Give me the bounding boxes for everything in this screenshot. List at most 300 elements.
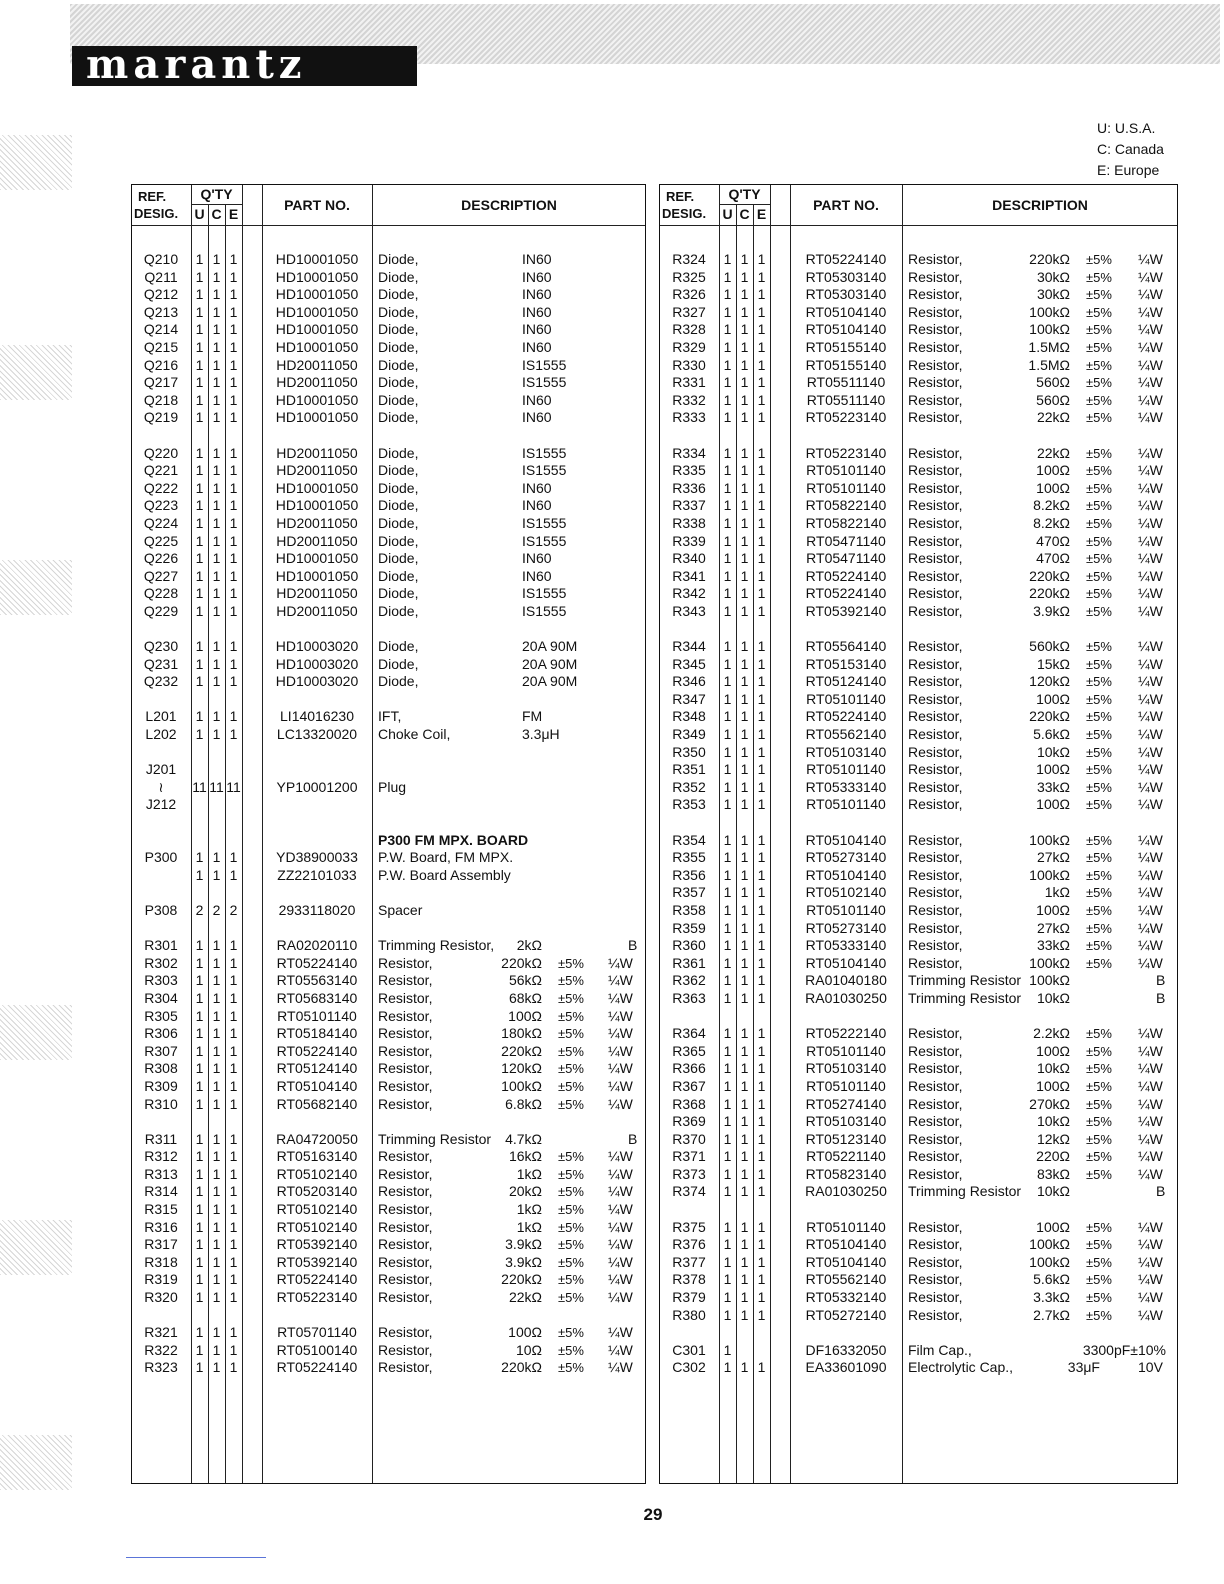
part-tolerance: ±5%	[558, 1237, 584, 1253]
part-tolerance: ±5%	[1086, 1131, 1112, 1147]
part-tolerance: ±5%	[1086, 498, 1112, 514]
scan-edge-mark	[0, 1005, 72, 1060]
ref-designator: P300	[144, 849, 178, 866]
qty-usa: 1	[195, 268, 204, 285]
part-value: 100kΩ	[1029, 831, 1070, 848]
table-row	[660, 1131, 1177, 1149]
part-value: 470Ω	[1036, 532, 1070, 549]
part-tolerance: ±5%	[1086, 1096, 1112, 1112]
qty-europe: 1	[757, 673, 766, 690]
marantz-logo: marantz	[72, 46, 417, 86]
part-tolerance: ±5%	[1086, 832, 1112, 848]
header-qty: Q'TY	[728, 186, 761, 202]
ref-designator: Q216	[143, 356, 179, 373]
qty-europe: 1	[229, 1095, 238, 1112]
part-spec: IS1555	[522, 444, 567, 461]
qty-canada: 1	[212, 849, 221, 866]
table-row	[132, 638, 645, 656]
qty-europe: 1	[229, 1183, 238, 1200]
part-tolerance: ±5%	[1086, 392, 1112, 408]
table-row	[660, 1148, 1177, 1166]
qty-canada: 1	[740, 532, 749, 549]
part-description: Trimming Resistor	[908, 972, 1022, 989]
table-row	[132, 1236, 645, 1254]
qty-usa: 2	[195, 901, 204, 918]
part-description: Resistor,	[378, 972, 433, 989]
part-number: RT05822140	[805, 514, 887, 531]
ref-designator: R335	[672, 462, 706, 479]
ref-designator: R375	[672, 1218, 706, 1235]
part-rating: B	[1156, 989, 1166, 1006]
qty-usa: 1	[195, 866, 204, 883]
table-row	[132, 304, 645, 322]
qty-europe: 1	[757, 1042, 766, 1059]
part-value: 220kΩ	[501, 954, 542, 971]
part-number: RT05100140	[276, 1341, 358, 1358]
ref-designator: R352	[672, 778, 706, 795]
part-number: RA02020110	[276, 937, 358, 954]
ref-designator: R374	[672, 1183, 706, 1200]
qty-canada: 1	[212, 1183, 221, 1200]
part-description: Resistor,	[908, 884, 963, 901]
ref-designator: R378	[672, 1271, 706, 1288]
part-tolerance: ±5%	[1086, 603, 1112, 619]
qty-europe: 1	[229, 1359, 238, 1376]
qty-usa: 1	[195, 532, 204, 549]
ref-designator: R363	[672, 989, 706, 1006]
part-rating: ¼W	[1138, 708, 1163, 725]
part-number: RT05562140	[805, 726, 887, 743]
qty-usa: 1	[195, 673, 204, 690]
table-row	[132, 796, 645, 814]
part-number: HD10001050	[275, 391, 359, 408]
qty-usa: 1	[723, 708, 732, 725]
part-value: 3.3kΩ	[1033, 1289, 1070, 1306]
qty-canada: 1	[212, 462, 221, 479]
part-description: Resistor,	[908, 1095, 963, 1112]
qty-canada: 1	[212, 409, 221, 426]
qty-usa: 1	[723, 338, 732, 355]
part-value: 1kΩ	[1044, 884, 1070, 901]
qty-usa: 1	[723, 673, 732, 690]
qty-europe: 1	[757, 884, 766, 901]
qty-usa: 1	[723, 479, 732, 496]
ref-designator: R339	[672, 532, 706, 549]
part-number: RT05511140	[806, 391, 886, 408]
qty-usa: 1	[723, 268, 732, 285]
qty-usa: 1	[195, 1289, 204, 1306]
part-value: 100Ω	[1036, 901, 1070, 918]
qty-canada: 1	[212, 1060, 221, 1077]
qty-canada: 1	[212, 1236, 221, 1253]
qty-europe: 1	[757, 409, 766, 426]
part-description: Resistor,	[378, 1359, 433, 1376]
ref-designator: Q215	[143, 338, 179, 355]
part-tolerance: ±5%	[1086, 252, 1112, 267]
part-tolerance: ±5%	[1086, 867, 1112, 883]
part-number: RT05101140	[806, 796, 886, 813]
part-description: Resistor,	[908, 1165, 963, 1182]
part-tolerance: ±5%	[1086, 850, 1112, 866]
qty-europe: 1	[757, 849, 766, 866]
qty-canada: 1	[212, 1042, 221, 1059]
table-row	[660, 339, 1177, 357]
qty-canada: 1	[740, 1271, 749, 1288]
part-description: Resistor,	[378, 1077, 433, 1094]
table-row	[660, 269, 1177, 287]
qty-canada: 1	[740, 1042, 749, 1059]
qty-usa: 1	[723, 1271, 732, 1288]
qty-usa: 1	[723, 849, 732, 866]
part-description: Diode,	[378, 303, 419, 320]
part-value: 1kΩ	[516, 1201, 542, 1218]
part-number: RT05223140	[805, 444, 887, 461]
part-value: 22kΩ	[1036, 409, 1070, 426]
qty-usa: 1	[195, 251, 204, 267]
qty-europe: 1	[757, 655, 766, 672]
parts-table-right	[659, 184, 1178, 1484]
qty-canada: 1	[212, 989, 221, 1006]
qty-canada: 1	[740, 1077, 749, 1094]
part-number: RT05104140	[805, 1253, 887, 1270]
part-number: RT05155140	[805, 338, 887, 355]
part-tolerance: ±5%	[1086, 410, 1112, 426]
qty-usa: 1	[723, 567, 732, 584]
part-rating: ¼W	[1138, 638, 1163, 655]
qty-europe: 1	[757, 1095, 766, 1112]
part-spec: IN60	[522, 251, 552, 267]
part-tolerance: ±5%	[1086, 639, 1112, 655]
qty-europe: 1	[229, 1042, 238, 1059]
qty-usa: 1	[723, 303, 732, 320]
part-tolerance: ±5%	[558, 1096, 584, 1112]
part-value: 560kΩ	[1029, 638, 1070, 655]
table-row	[132, 937, 645, 955]
header-c: C	[211, 206, 222, 222]
qty-canada: 1	[740, 356, 749, 373]
header-description: DESCRIPTION	[992, 197, 1088, 213]
qty-usa: 1	[723, 374, 732, 391]
part-rating: ¼W	[1138, 602, 1163, 619]
part-tolerance: ±5%	[558, 1061, 584, 1077]
part-value: 56kΩ	[508, 972, 542, 989]
ref-designator: R368	[672, 1095, 706, 1112]
ref-designator: R344	[672, 638, 706, 655]
qty-usa: 1	[723, 1236, 732, 1253]
part-rating: ¼W	[1138, 550, 1163, 567]
part-rating: ¼W	[608, 1165, 633, 1182]
part-value: 5.6kΩ	[1033, 726, 1070, 743]
ref-designator: R341	[672, 567, 706, 584]
part-value: 3300pF±10%	[1082, 1341, 1166, 1358]
part-tolerance: ±5%	[558, 1219, 584, 1235]
qty-europe: 1	[757, 1183, 766, 1200]
part-rating: ¼W	[608, 1060, 633, 1077]
qty-usa: 1	[723, 690, 732, 707]
part-description: Resistor,	[908, 919, 963, 936]
part-description: Film Cap.,	[908, 1341, 972, 1358]
part-tolerance: ±5%	[1086, 1078, 1112, 1094]
header-ref: REF.	[666, 189, 695, 204]
part-description: Resistor,	[378, 1341, 433, 1358]
qty-canada: 1	[740, 638, 749, 655]
qty-usa: 1	[723, 989, 732, 1006]
table-row	[132, 656, 645, 674]
qty-europe: 1	[229, 1341, 238, 1358]
part-number: RT05823140	[805, 1165, 887, 1182]
ref-designator: Q217	[143, 374, 179, 391]
table-row	[132, 533, 645, 551]
part-tolerance: ±5%	[1086, 533, 1112, 549]
part-value: 270kΩ	[1029, 1095, 1070, 1112]
part-description: Resistor,	[378, 1183, 433, 1200]
part-tolerance: ±5%	[558, 1026, 584, 1042]
part-description: Trimming Resistor	[908, 989, 1022, 1006]
part-number: HD10001050	[275, 268, 359, 285]
part-description: Resistor,	[908, 409, 963, 426]
table-row	[660, 1307, 1177, 1325]
part-rating: ¼W	[1138, 356, 1163, 373]
qty-europe: 1	[757, 338, 766, 355]
table-row	[132, 480, 645, 498]
part-number: RT05392140	[276, 1253, 358, 1270]
qty-usa: 1	[195, 655, 204, 672]
part-description: Resistor,	[908, 778, 963, 795]
qty-europe: 1	[229, 550, 238, 567]
part-description: Resistor,	[908, 303, 963, 320]
ref-designator: R314	[144, 1183, 178, 1200]
ref-designator: R376	[672, 1236, 706, 1253]
ref-designator: R320	[144, 1289, 178, 1306]
qty-usa: 1	[195, 567, 204, 584]
qty-usa: 1	[195, 356, 204, 373]
qty-usa: 1	[723, 1042, 732, 1059]
ref-designator: R316	[144, 1218, 178, 1235]
part-spec: IN60	[522, 338, 552, 355]
table-row	[132, 1289, 645, 1307]
part-tolerance: ±5%	[1086, 744, 1112, 760]
part-description: Resistor,	[908, 514, 963, 531]
qty-europe: 1	[229, 409, 238, 426]
part-description: Resistor,	[908, 268, 963, 285]
part-value: 68kΩ	[508, 989, 542, 1006]
part-number: RT05123140	[805, 1130, 887, 1147]
part-number: RT05102140	[276, 1218, 358, 1235]
part-number: HD10001050	[275, 567, 359, 584]
qty-canada: 1	[740, 708, 749, 725]
table-row	[660, 673, 1177, 691]
part-rating: ¼W	[1138, 1042, 1163, 1059]
part-number: RT05222140	[805, 1025, 887, 1042]
part-tolerance: ±5%	[1086, 269, 1112, 285]
part-rating: ¼W	[608, 1148, 633, 1165]
qty-europe: 1	[757, 321, 766, 338]
part-rating: ¼W	[1138, 1165, 1163, 1182]
qty-europe: 1	[229, 303, 238, 320]
part-tolerance: ±5%	[1086, 709, 1112, 725]
table-row	[132, 339, 645, 357]
part-description: P.W. Board Assembly	[378, 866, 511, 883]
qty-usa: 1	[723, 1095, 732, 1112]
qty-europe: 1	[757, 497, 766, 514]
ref-designator: R324	[672, 251, 706, 267]
part-rating: ¼W	[608, 1201, 633, 1218]
ref-designator: R313	[144, 1165, 178, 1182]
part-number: DF16332050	[805, 1341, 887, 1358]
qty-europe: 1	[229, 673, 238, 690]
ref-designator: R360	[672, 937, 706, 954]
table-row	[660, 779, 1177, 797]
part-number: RT05224140	[805, 708, 887, 725]
table-row	[132, 321, 645, 339]
qty-canada: 1	[212, 954, 221, 971]
part-number: RT05104140	[805, 321, 887, 338]
qty-canada: 1	[740, 673, 749, 690]
part-number: RT05701140	[277, 1324, 357, 1341]
part-tolerance: ±5%	[1086, 1043, 1112, 1059]
part-tolerance: ±5%	[1086, 1026, 1112, 1042]
part-description: Resistor,	[908, 1025, 963, 1042]
ref-designator: R367	[672, 1077, 706, 1094]
part-rating: ¼W	[608, 954, 633, 971]
ref-designator: R358	[672, 901, 706, 918]
legend-item: C: Canada	[1097, 141, 1164, 157]
qty-europe: 1	[757, 1271, 766, 1288]
part-value: 100Ω	[1036, 1042, 1070, 1059]
qty-europe: 1	[229, 514, 238, 531]
part-number: RT05223140	[805, 409, 887, 426]
table-row	[132, 761, 645, 779]
qty-canada: 2	[212, 901, 221, 918]
qty-usa: 1	[723, 884, 732, 901]
part-tolerance: ±5%	[1086, 445, 1112, 461]
table-row	[132, 269, 645, 287]
part-rating: ¼W	[608, 1095, 633, 1112]
part-number: HD10001050	[275, 251, 359, 267]
part-rating: ¼W	[608, 1025, 633, 1042]
part-value: 15kΩ	[1036, 655, 1070, 672]
qty-usa: 1	[723, 585, 732, 602]
part-tolerance: ±5%	[1086, 287, 1112, 303]
qty-canada: 1	[740, 286, 749, 303]
part-rating: ¼W	[1138, 866, 1163, 883]
table-row	[660, 761, 1177, 779]
part-tolerance: ±5%	[1086, 1166, 1112, 1182]
ref-designator: P308	[144, 901, 178, 918]
table-row	[660, 708, 1177, 726]
qty-canada: 1	[740, 1095, 749, 1112]
part-tolerance: ±5%	[1086, 779, 1112, 795]
part-value: 33kΩ	[1036, 778, 1070, 795]
table-row	[660, 638, 1177, 656]
qty-canada: 1	[212, 638, 221, 655]
qty-europe: 1	[757, 831, 766, 848]
part-value: 100kΩ	[1029, 321, 1070, 338]
header-ref: REF.	[138, 189, 167, 204]
table-row	[660, 533, 1177, 551]
ref-designator: C302	[672, 1359, 706, 1376]
table-row	[132, 585, 645, 603]
table-row	[132, 1359, 645, 1377]
qty-europe: 1	[229, 1077, 238, 1094]
qty-canada: 1	[740, 1130, 749, 1147]
ref-designator: R380	[672, 1306, 706, 1323]
part-rating: ¼W	[1138, 1218, 1163, 1235]
header-rule	[719, 204, 770, 205]
part-value: 2.2kΩ	[1033, 1025, 1070, 1042]
part-rating: ¼W	[1138, 374, 1163, 391]
ref-designator: Q232	[143, 673, 179, 690]
qty-europe: 1	[757, 251, 766, 267]
table-row	[132, 1078, 645, 1096]
qty-canada: 1	[740, 972, 749, 989]
qty-canada: 1	[212, 514, 221, 531]
ref-designator: Q226	[143, 550, 179, 567]
header-part-no: PART NO.	[813, 197, 879, 213]
ref-designator: Q231	[143, 655, 179, 672]
part-value: 10kΩ	[1036, 1060, 1070, 1077]
qty-europe: 1	[229, 1025, 238, 1042]
part-number: RA01030250	[805, 1183, 887, 1200]
part-description: Resistor,	[378, 1007, 433, 1024]
part-number: RT05272140	[805, 1306, 887, 1323]
part-value: 120kΩ	[1029, 673, 1070, 690]
qty-canada: 1	[740, 831, 749, 848]
ref-designator: R348	[672, 708, 706, 725]
ref-designator: Q219	[143, 409, 179, 426]
table-row	[132, 832, 645, 850]
table-body	[132, 251, 645, 1377]
part-spec: IS1555	[522, 585, 567, 602]
qty-europe: 1	[757, 866, 766, 883]
region-legend	[1097, 118, 1164, 181]
ref-designator: Q214	[143, 321, 179, 338]
part-description: Resistor,	[378, 1218, 433, 1235]
qty-canada: 1	[212, 444, 221, 461]
qty-usa: 1	[195, 1341, 204, 1358]
qty-europe: 1	[757, 356, 766, 373]
part-tolerance: ±5%	[558, 1149, 584, 1165]
part-number: RT05101140	[806, 1042, 886, 1059]
part-rating: ¼W	[1138, 567, 1163, 584]
qty-canada: 1	[212, 550, 221, 567]
part-rating: ¼W	[1138, 778, 1163, 795]
qty-europe: 1	[757, 761, 766, 778]
qty-europe: 1	[229, 849, 238, 866]
qty-europe: 1	[757, 638, 766, 655]
qty-canada: 1	[740, 1060, 749, 1077]
qty-usa: 1	[723, 532, 732, 549]
header-rule	[191, 204, 242, 205]
part-value: 220kΩ	[1029, 251, 1070, 267]
part-number: RT05104140	[276, 1077, 358, 1094]
qty-europe: 1	[757, 532, 766, 549]
part-tolerance: ±5%	[1086, 339, 1112, 355]
part-description: Choke Coil,	[378, 726, 451, 743]
part-description: Diode,	[378, 444, 419, 461]
part-number: RT05303140	[805, 268, 887, 285]
qty-canada: 1	[212, 1077, 221, 1094]
part-rating: ¼W	[1138, 919, 1163, 936]
qty-europe: 1	[757, 1236, 766, 1253]
table-row	[660, 656, 1177, 674]
qty-europe: 1	[757, 1077, 766, 1094]
part-value: 30kΩ	[1036, 268, 1070, 285]
part-tolerance: ±5%	[1086, 375, 1112, 391]
qty-canada: 1	[740, 497, 749, 514]
qty-usa: 1	[723, 1359, 732, 1376]
ref-designator: R370	[672, 1130, 706, 1147]
